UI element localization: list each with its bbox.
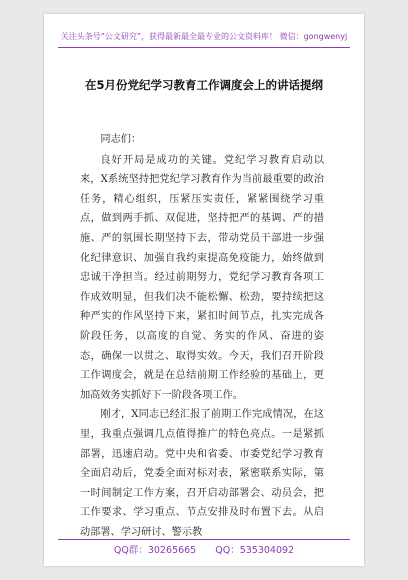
header-note: 关注头条号“公文研究”，获得最新最全最专业的公文资料库！ 微信：gongwenyj	[60, 32, 348, 41]
document-page	[44, 14, 364, 566]
salutation: 同志们：	[100, 134, 142, 145]
body-paragraph: 刚才，X同志已经汇报了前期工作完成情况，在这里，我重点强调几点值得推广的特色亮点。一是紧抓部署，迅速启动。党中央和省委、市委党纪学习教育全面启动后，党委全面对标对表，紧密联系实际，第一时间制定工作方案，召开启动部署会、动员会，把工作要求、学习重点、节点安排及时布置下去。从启动部署、学习研讨、警示教	[80, 409, 324, 538]
document-body	[80, 130, 324, 542]
body-paragraph: 良好开局是成功的关键。党纪学习教育启动以来，X系统坚持把党纪学习教育作为当前最重要的政治任务，精心组织，压紧压实责任，紧紧围绕学习重点，做到两手抓、双促进，坚持把严的基调、严的措施、严的氛围长期坚持下去，带动党员干部进一步强化纪律意识、加强自我约束提高免疫能力，始终做到忠诚干净担当。经过前期努力，党纪学习教育各项工作成效明显，但我们决不能松懈、松劲，要持续把这种严实的作风坚持下来，紧扣时间节点，扎实完成各阶段任务，以高度的自觉、务实的作风、奋进的姿态，确保一以贯之、取得实效。今天，我们召开阶段工作调度会，就是在总结前期工作经验的基础上，更加高效务实抓好下一阶段各项工作。	[80, 154, 324, 401]
document-title: 在5月份党纪学习教育工作调度会上的讲话提纲	[85, 78, 323, 92]
footer	[44, 542, 364, 556]
footer-qq: QQ：535304092	[215, 545, 295, 556]
header-divider	[58, 47, 350, 48]
footer-divider	[58, 539, 350, 540]
footer-qq-group: QQ群：30265665	[113, 545, 197, 556]
